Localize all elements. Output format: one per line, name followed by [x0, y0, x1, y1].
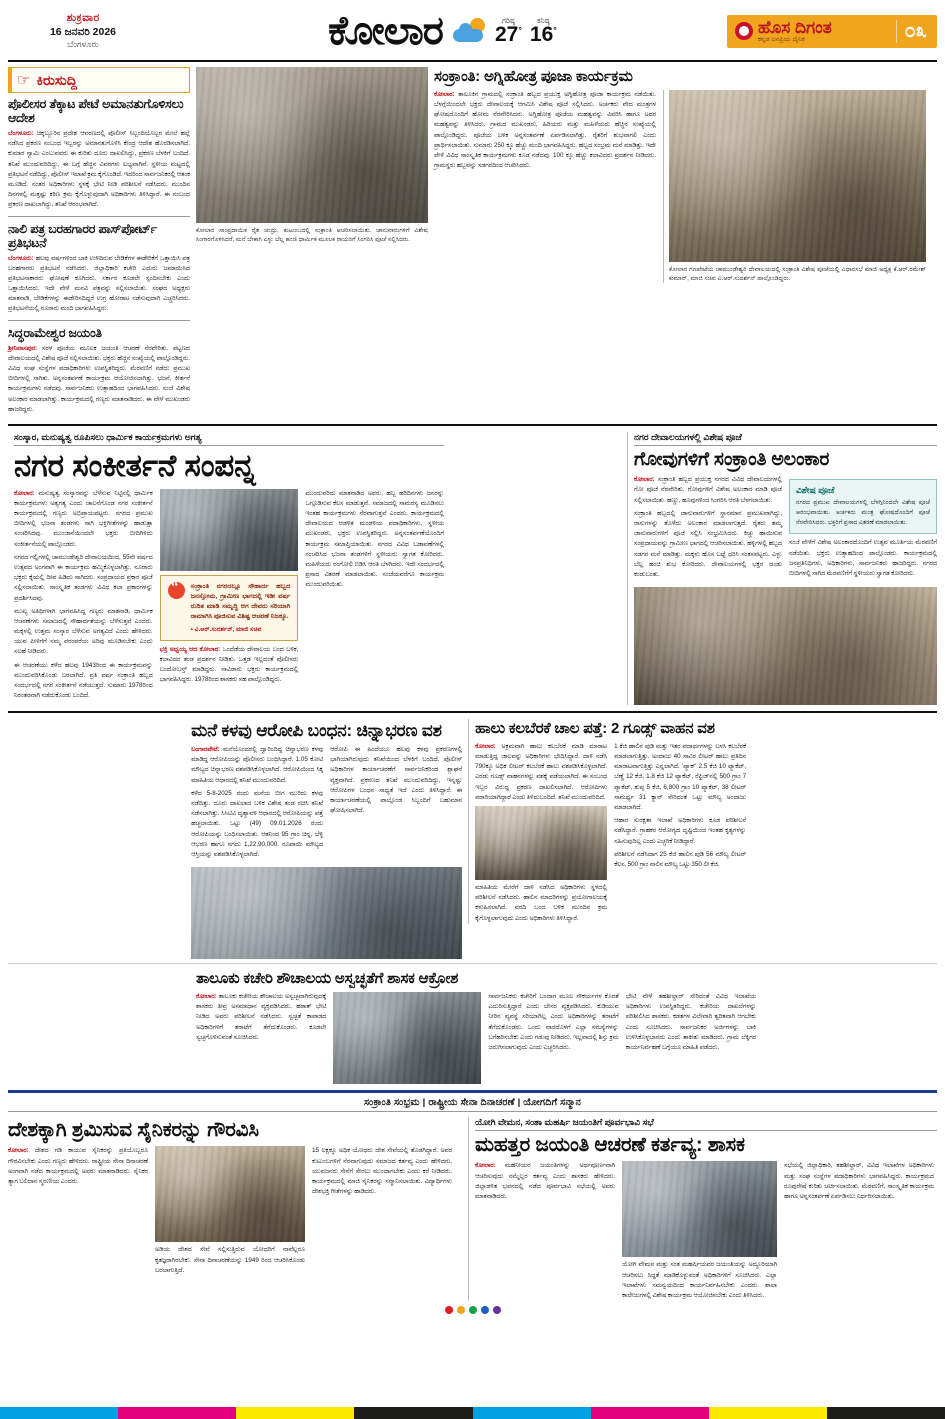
mid-right-body-2: ಮಾಹಿತಿಯ ಮೇರೆಗೆ ದಾಳಿ ನಡೆಸಿದ ಅಧಿಕಾರಿಗಳು ಸ್ಥಳದಲ್ಲಿ ಪರಿಶೀಲನೆ ನಡೆಸಿದರು. ಹಾಲಿನ ಮಾದರಿಗಳನ್ನು ಪ್ರಯೋಗಾಲಯಕ್ಕೆ ಕಳುಹಿಸಲಾಗಿದೆ. ವರದಿ ಬಂದ ಬಳಿಕ ಮುಂದಿನ ಕ್ರಮ ಕೈಗೊಳ್ಳಲಾಗುವುದು ಎಂದು ಅಧಿಕಾರಿಗಳು ತಿಳಿಸಿದ್ದಾರೆ. — [475, 884, 608, 922]
special-puja-body: ನಗರದ ಪ್ರಮುಖ ದೇವಾಲಯಗಳಲ್ಲಿ ಬೆಳಗ್ಗಿನಿಂದಲೇ ವಿಶೇಷ ಪೂಜೆ ಆರಂಭವಾಯಿತು. ಅರ್ಚಕರು ಮಂತ್ರ ಘೋಷದೊಂದಿಗೆ ಪೂಜೆ ನೆರವೇರಿಸಿದರು. ಭಕ್ತರಿಗೆ ಪ್ರಸಾದ ವಿತರಣೆ ಮಾಡಲಾಯಿತು. — [796, 499, 930, 527]
weather-min: ಕನಿಷ್ಠ 16° — [529, 15, 557, 47]
masthead-place: ಬೆಂಗಳೂರು — [67, 39, 99, 50]
left-column — [8, 67, 190, 418]
top-row — [8, 67, 937, 418]
bottom-right-lead: ಕೋಲಾರ: — [475, 1162, 496, 1170]
brand-icon — [735, 22, 753, 40]
photo-cow-decoration — [634, 587, 937, 705]
mid-right-body-4: ಆಹಾರ ಸುರಕ್ಷತಾ ಇಲಾಖೆ ಅಧಿಕಾರಿಗಳು ಕೂಡ ಪರಿಶೀಲನೆ ನಡೆಸಿದ್ದಾರೆ. ಗ್ರಾಹಕರ ಆರೋಗ್ಯದ ದೃಷ್ಟಿಯಿಂದ ಇಂತಹ ಕೃತ್ಯಗಳನ್ನು ಸಹಿಸುವುದಿಲ್ಲ ಎಂದು ಎಚ್ಚರಿಕೆ ನೀಡಿದ್ದಾರೆ. — [614, 817, 747, 845]
mid-left-body-2: ಕಳೆದ 5-8-2025 ರಂದು ಮನೆಯ ಬೀಗ ಮುರಿದು ಕಳವು ನಡೆದಿತ್ತು. ದೂರು ದಾಖಲಾದ ಬಳಿಕ ವಿಶೇಷ ತಂಡ ರಚಿಸಿ ತನಿಖೆ ನಡೆಸಲಾಗಿತ್ತು. ಸಿಸಿಟಿವಿ ದೃಶ್ಯಾವಳಿ ಆಧಾರದಲ್ಲಿ ಆರೋಪಿಯನ್ನು ಪತ್ತೆ ಹಚ್ಚಲಾಯಿತು. ಒಟ್ಟು (49) 09.01.2026 ರಂದು ಆರೋಪಿಯನ್ನು ಬಂಧಿಸಲಾಯಿತು. ಆತನಿಂದ 95 ಗ್ರಾಂ ಚಿನ್ನ, ಬೆಳ್ಳಿ ಆಭರಣ ಹಾಗೂ ನಗದು 1,22,90,000. ರೂಪಾಯಿ ಮೌಲ್ಯದ ಆಸ್ತಿಯನ್ನು ವಶಪಡಿಸಿಕೊಳ್ಳಲಾಗಿದೆ. — [191, 789, 324, 858]
footer-dots — [8, 1301, 937, 1316]
left-story2-lead: ಬೆಂಗಳೂರು: — [8, 254, 34, 262]
main-body-3: ಮುಖ್ಯ ಅತಿಥಿಗಳಾಗಿ ಭಾಗವಹಿಸಿದ್ದ ಗಣ್ಯರು ಮಾತನಾಡಿ, ಧಾರ್ಮಿಕ ಆಚರಣೆಗಳು ಸಮಾಜದಲ್ಲಿ ಸೌಹಾರ್ದತೆಯನ್ನು ಬೆಳೆಸುತ್ತವೆ ಎಂದರು. ಮಕ್ಕಳಲ್ಲಿ ಉತ್ತಮ ಸಂಸ್ಕಾರ ಬೆಳೆಸುವ ಅಗತ್ಯವಿದೆ ಎಂದು ಹೇಳಿದರು. ಯುವ ಪೀಳಿಗೆಗೆ ನಮ್ಮ ಪರಂಪರೆಯ ಅರಿವು ಮೂಡಿಸಬೇಕು ಎಂದು ಸಲಹೆ ನೀಡಿದರು. — [14, 607, 153, 656]
brand-logo — [735, 19, 832, 44]
photo-mla-inspection — [333, 992, 481, 1084]
left-story3-lead: ಶ್ರೀನಿವಾಸಪುರ: — [8, 344, 38, 352]
pull-quote-attribution: ▪ ವಿ.ಆರ್.ಸುದರ್ಶನ್, ಮಾಜಿ ಸಚಿವ — [190, 625, 262, 633]
brand-block — [727, 15, 937, 48]
bottom-mid-row — [8, 969, 937, 1084]
quote-icon — [168, 582, 185, 599]
masthead — [8, 6, 937, 62]
bottom-right-kicker: ಯೋಗಿ ವೇಮನ, ಸಂತಾ ಮಹರ್ಷಿ ಜಯಂತಿಗೆ ಪೂರ್ವಭಾವಿ ಸಭೆ — [475, 1117, 937, 1131]
bottom-right-body-2: ಯೋಗಿ ವೇಮನ ಮತ್ತು ಸಂತ ಮಹರ್ಷಿಯವರ ಜಯಂತಿಯನ್ನು ಅದ್ಧೂರಿಯಾಗಿ ಆಚರಿಸಲು ಸಿದ್ಧತೆ ಮಾಡಿಕೊಳ್ಳುವಂತೆ ಅಧಿಕಾರಿಗಳಿಗೆ ಸೂಚಿಸಿದರು. ಎಲ್ಲಾ ಇಲಾಖೆಗಳು ಸಮನ್ವಯದಿಂದ ಕಾರ್ಯನಿರ್ವಹಿಸಬೇಕು ಎಂದರು. ಶಾಲಾ ಕಾಲೇಜುಗಳಲ್ಲಿ ವಿಶೇಷ ಕಾರ್ಯಕ್ರಮ ಆಯೋಜಿಸಬೇಕು ಎಂದು ತಿಳಿಸಿದರು. — [622, 1261, 778, 1299]
mid-right-lead: ಕೋಲಾರ: — [475, 742, 496, 750]
mid-left-headline: ಮನೆ ಕಳವು ಆರೋಪಿ ಬಂಧನ: ಚಿನ್ನಾಭರಣ ವಶ — [191, 721, 442, 741]
mid-row — [8, 719, 937, 959]
kirusuddi-title: ಕಿರುಸುದ್ದಿ — [36, 71, 78, 88]
left-story2-headline: ನಾಲಿ ಪತ್ರ ಬರಹಗಾರರ ಪಾಸ್‌ಪೋರ್ಟ್ ಪ್ರತಿಭಟನೆ — [8, 221, 158, 250]
photo-jayanti-meeting — [622, 1161, 777, 1257]
brand-tagline: ಕನ್ನಡ ಜನಪ್ರಿಯ ದೈನಿಕ — [758, 35, 805, 43]
main-subhead: ಭಕ್ತಿ ಅಧ್ವಯ್ಯ ಆದ ಕೋಲಾರ: — [159, 645, 221, 653]
mid-right-footer: ಪರಿಶೀಲನೆ ನಡೆಸಿದಾಗ 25 ಕೆಜಿ ಹಾಲಿನ ಪುಡಿ 56 ಮೌಲ್ಯ ಲೀಟರ್ ಕೆಲಸ, 500 ಗ್ರಾಂ ನಾಲಿನ ಮೌಲ್ಯ ಒಟ್ಟು 350 ಲೀ ಕೆಜಿ. — [614, 850, 747, 868]
right-column — [627, 432, 937, 705]
main-body-5: ಒಂದೆಡೆಯ ದೇವಾಲಯ ಬಂದ ಬಳಿಕ, ಕಲಾವಿದರ ತಂಡ ಪ್ರದರ್ಶನ ನೀಡಿತು. ಒತ್ತಡ ಇಲ್ಲದಂತೆ ಪೊಲೀಸರು ಬಂದೋಬಸ್ತ್ ಮಾಡಿದ್ದರು. ಸಾವಿರಾರು ಭಕ್ತರು ಕಾರ್ಯಕ್ರಮದಲ್ಲಿ ಭಾಗವಹಿಸಿದ್ದರು. 1978ರಿಂದ ಶಾಸಕರು ಸಹ ಪಾಲ್ಗೊಂಡಿದ್ದರು. — [159, 645, 299, 684]
right-body-1: ಸಂಕ್ರಾಂತಿ ಹಬ್ಬದ ಪ್ರಯುಕ್ತ ನಗರದ ವಿವಿಧ ದೇವಾಲಯಗಳಲ್ಲಿ ಗೋ ಪೂಜೆ ನೆರವೇರಿತು. ಗೋವುಗಳಿಗೆ ವಿಶೇಷ ಅಲಂಕಾರ ಮಾಡಿ ಪೂಜೆ ಸಲ್ಲಿಸಲಾಯಿತು. ಹಣ್ಣು, ಹೂವುಗಳಿಂದ ಸಿಂಗರಿಸಿ ಆರತಿ ಬೆಳಗಲಾಯಿತು. — [634, 476, 782, 504]
special-puja-title: ವಿಶೇಷ ಪೂಜೆ — [796, 485, 835, 496]
special-puja-box — [789, 479, 937, 534]
masthead-date-block — [8, 12, 158, 50]
right-body-3: ಸಂಜೆ ವೇಳೆಗೆ ವಿಶೇಷ ಅಲಂಕಾರದೊಂದಿಗೆ ಉತ್ಸವ ಮೂರ್ತಿಯ ಮೆರವಣಿಗೆ ನಡೆಯಿತು. ಭಕ್ತರು ಉತ್ಸಾಹದಿಂದ ಪಾಲ್ಗೊಂಡರು. ಕಾರ್ಯಕ್ರಮದಲ್ಲಿ ಜನಪ್ರತಿನಿಧಿಗಳು, ಅಧಿಕಾರಿಗಳು, ಸಾರ್ವಜನಿಕರು ಹಾಜರಿದ್ದರು. ನಗರದ ಬೀದಿಗಳಲ್ಲಿ ಸಾಗಿದ ಮೆರವಣಿಗೆಗೆ ಸ್ಥಳೀಯರು ಸ್ವಾಗತ ಕೋರಿದರು. — [789, 539, 937, 577]
weather-widget — [453, 17, 557, 46]
bottom-row — [8, 1117, 937, 1301]
dot-green-icon — [469, 1306, 477, 1314]
photo-police-award — [191, 867, 462, 959]
pull-quote — [160, 575, 299, 641]
bottom-right-body-1: ಮಹನೀಯರ ಜಯಂತಿಗಳನ್ನು ಅರ್ಥಪೂರ್ಣವಾಗಿ ಆಚರಿಸುವುದು ನಮ್ಮೆಲ್ಲರ ಕರ್ತವ್ಯ ಎಂದು ಶಾಸಕರು ಹೇಳಿದರು. ಜಿಲ್ಲಾಡಳಿತ ಭವನದಲ್ಲಿ ನಡೆದ ಪೂರ್ವಭಾವಿ ಸಭೆಯಲ್ಲಿ ಅವರು ಮಾತನಾಡಿದರು. — [475, 1162, 616, 1200]
main-body-2: ನಗರದ ಗಲ್ಲಿಗಳಲ್ಲಿ ಚಾಮುಂಡೇಶ್ವರಿ ದೇವಾಲಯದಿಂದ, 55ನೇ ವರ್ಷದ ಉತ್ಸವದ ಅಂಗವಾಗಿ ಈ ಕಾರ್ಯಕ್ರಮ ಹಮ್ಮಿಕೊಳ್ಳಲಾಗಿತ್ತು. ನೂರಾರು ಭಕ್ತರು ಕೈಯಲ್ಲಿ ದೀಪ ಹಿಡಿದು ಸಾಗಿದರು. ಸಂಪ್ರದಾಯದ ಪ್ರಕಾರ ಪೂಜೆ ಸಲ್ಲಿಸಲಾಯಿತು. ಸಾಂಸ್ಕೃತಿಕ ತಂಡಗಳು ವಿವಿಧ ಕಲಾ ಪ್ರಕಾರಗಳನ್ನು ಪ್ರದರ್ಶಿಸಿದವು. — [14, 553, 153, 602]
bottom-left-body-2: ಅಡಿಯ ದೇಶದ ಸೇವೆ ಸಲ್ಲಿಸುತ್ತಿರುವ ಯೋಧರಿಗೆ ನಾವೆಲ್ಲರೂ ಕೃತಜ್ಞರಾಗಿರಬೇಕು. ಸೇನಾ ದಿನಾಚರಣೆಯನ್ನು 1949 ರಿಂದ ಆಚರಿಸಿಕೊಂಡು ಬರಲಾಗುತ್ತಿದೆ. — [155, 1246, 305, 1274]
left-story2-body: ಬೆಂಗಳೂರು: ಹಲವು ವರ್ಷಗಳಿಂದ ಬಾಕಿ ಉಳಿದಿರುವ ಬೇಡಿಕೆಗಳ ಈಡೇರಿಕೆಗೆ ಒತ್ತಾಯಿಸಿ ಪತ್ರ ಬರಹಗಾರರು ಪ್ರತಿಭಟನೆ ನಡೆಸಿದರು. ಜಿಲ್ಲಾಧಿಕಾರಿ ಕಚೇರಿ ಎದುರು ಜಮಾಯಿಸಿದ ಪ್ರತಿಭಟನಾಕಾರರು ಘೋಷಣೆ ಕೂಗಿದರು. ಸರ್ಕಾರ ಕೂಡಲೇ ಸ್ಪಂದಿಸಬೇಕು ಎಂದು ಒತ್ತಾಯಿಸಿದರು. ಇದೇ ವೇಳೆ ಮನವಿ ಪತ್ರವನ್ನು ಸಲ್ಲಿಸಲಾಯಿತು. ಸಂಘದ ಅಧ್ಯಕ್ಷರು ಮಾತನಾಡಿ, ಬೇಡಿಕೆಗಳನ್ನು ಈಡೇರಿಸದಿದ್ದರೆ ಉಗ್ರ ಹೋರಾಟ ನಡೆಸುವುದಾಗಿ ಎಚ್ಚರಿಸಿದರು. ಪ್ರತಿಭಟನೆಯಲ್ಲಿ ನೂರಾರು ಮಂದಿ ಭಾಗವಹಿಸಿದ್ದರು. — [8, 254, 191, 313]
masthead-date: 16 ಜನವರಿ 2026 — [49, 26, 117, 38]
pull-quote-text: ಸಂಕ್ರಾಂತಿ ನಗರದಲ್ಲೂ ಸೌಹಾರ್ದ ಹಬ್ಬದ ಜನಸ್ತೋಮ, ಗ್ರಾಮೀಣ ಭಾಗದಲ್ಲಿ ಇಡೀ ವರ್ಷ ರುದಿತ ಮಾಡಿ ಸಮೃದ್ಧಿ ಆಗ ದೇವರು ಸರಿಯಾಗಿ ರಾಮಾಗಿಸಿ ಪೂಜಿಸುವ ವಿಶಿಷ್ಟ ಆಚರಣೆ ನಿಜಕ್ಕೂ. — [190, 582, 291, 621]
bottom-mid-body-2: ಸಾರ್ವಜನಿಕರು ಕಚೇರಿಗೆ ಬಂದಾಗ ಮೂಲ ಸೌಕರ್ಯಗಳ ಕೊರತೆ ಎದುರಿಸುತ್ತಿದ್ದಾರೆ ಎಂದು ಬೇಸರ ವ್ಯಕ್ತಪಡಿಸಿದರು. ಕುಡಿಯುವ ನೀರಿನ ವ್ಯವಸ್ಥೆ ಸರಿಯಾಗಿಲ್ಲ ಎಂದು ಅಧಿಕಾರಿಗಳನ್ನು ತರಾಟೆಗೆ ತೆಗೆದುಕೊಂಡರು. ಒಂದು ವಾರದೊಳಗೆ ಎಲ್ಲಾ ಸಮಸ್ಯೆಗಳನ್ನು ಬಗೆಹರಿಸಬೇಕು ಎಂದು ಗಡುವು ನೀಡಿದರು. ಇಲ್ಲವಾದಲ್ಲಿ ಶಿಸ್ತು ಕ್ರಮ ಜರುಗಿಸಲಾಗುವುದು ಎಂದು ಎಚ್ಚರಿಸಿದರು. — [488, 992, 619, 1051]
mid-left-story — [191, 719, 462, 959]
left-story3-body: ಶ್ರೀನಿವಾಸಪುರ: ಸರಳ ಪೂಜೆಯ ಮೂಲಕ ಜಯಂತಿ ಆಚರಣೆ ನೆರವೇರಿತು. ಪಟ್ಟಣದ ದೇವಾಲಯದಲ್ಲಿ ವಿಶೇಷ ಪೂಜೆ ಸಲ್ಲಿಸಲಾಯಿತು. ಭಕ್ತರು ಹೆಚ್ಚಿನ ಸಂಖ್ಯೆಯಲ್ಲಿ ಪಾಲ್ಗೊಂಡಿದ್ದರು. ವಿವಿಧ ಸಂಘ ಸಂಸ್ಥೆಗಳ ಪದಾಧಿಕಾರಿಗಳು ಉಪಸ್ಥಿತರಿದ್ದರು. ಮೆರವಣಿಗೆ ನಡೆದು ಪ್ರಮುಖ ಬೀದಿಗಳಲ್ಲಿ ಸಾಗಿತು. ಅನ್ನಸಂತರ್ಪಣೆ ಕಾರ್ಯಕ್ರಮ ಆಯೋಜಿಸಲಾಗಿತ್ತು. ಭಜನೆ, ಕೀರ್ತನೆ ಕಾರ್ಯಕ್ರಮಗಳು ನಡೆದವು. ಸಾರ್ವಜನಿಕರು ಉತ್ಸಾಹದಿಂದ ಭಾಗವಹಿಸಿದರು. ಸಂಜೆ ವಿಶೇಷ ಅಲಂಕಾರ ಮಾಡಲಾಗಿತ್ತು. ಕಾರ್ಯಕ್ರಮದಲ್ಲಿ ಗಣ್ಯರು ಮಾತನಾಡಿದರು. ಈ ವೇಳೆ ಮುಖಂಡರು ಹಾಜರಿದ್ದರು. — [8, 344, 191, 413]
page-title: ಕೋಲಾರ — [328, 9, 443, 53]
top-right-body: ಕೋಲಾರ: ತಾಲೂಕಿನ ಗ್ರಾಮದಲ್ಲಿ ಸಂಕ್ರಾಂತಿ ಹಬ್ಬದ ಪ್ರಯುಕ್ತ ಅಗ್ನಿಹೋತ್ರ ಪೂಜಾ ಕಾರ್ಯಕ್ರಮ ನಡೆಯಿತು. ಬೆಳಗ್ಗೆಯಿಂದಲೇ ಭಕ್ತರು ದೇವಾಲಯಕ್ಕೆ ಆಗಮಿಸಿ ವಿಶೇಷ ಪೂಜೆ ಸಲ್ಲಿಸಿದರು. ಅರ್ಚಕರು ವೇದ ಮಂತ್ರಗಳ ಘೋಷದೊಂದಿಗೆ ಹೋಮ ನೆರವೇರಿಸಿದರು. ಅಗ್ನಿಹೋತ್ರ ಪೂಜೆಯ ಮಹತ್ವವನ್ನು ವಿವರಿಸಿ ಹಾಗೂ ಅದರ ಮಹತ್ವವನ್ನು ತಿಳಿಸಿದರು. ಗ್ರಾಮದ ಮುಖಂಡರು, ಹಿರಿಯರು ಮತ್ತು ಮಹಿಳೆಯರು ಹೆಚ್ಚಿನ ಸಂಖ್ಯೆಯಲ್ಲಿ ಪಾಲ್ಗೊಂಡಿದ್ದರು. ಪೂಜೆಯ ಬಳಿಕ ಅನ್ನಸಂತರ್ಪಣೆ ಏರ್ಪಡಿಸಲಾಗಿತ್ತು. ರೈತರಿಗೆ ಶುಭವಾಗಲಿ ಎಂದು ಪ್ರಾರ್ಥಿಸಲಾಯಿತು. ಸುಮಾರು 250 ಕ್ಕೂ ಹೆಚ್ಚು ಮಂದಿ ಭಾಗವಹಿಸಿದ್ದರು. ಹಬ್ಬದ ಸಂಭ್ರಮ ಮನೆ ಮಾಡಿತ್ತು. ಇದೇ ವೇಳೆ ವಿವಿಧ ಸಾಂಸ್ಕೃತಿಕ ಕಾರ್ಯಕ್ರಮಗಳು ಕೂಡ ನಡೆದವು. 100 ಕ್ಕೂ ಹೆಚ್ಚು ಕಲಾವಿದರು ಪ್ರದರ್ಶನ ನೀಡಿದರು. ಗ್ರಾಮಸ್ಥರು ಹಬ್ಬವನ್ನು ಸಡಗರದಿಂದ ಆಚರಿಸಿದರು. — [434, 90, 656, 170]
weather-max-value: 27 — [494, 23, 519, 47]
right-body-2: ಸಂಕ್ರಾಂತಿ ಹಬ್ಬದಲ್ಲಿ ಜಾನುವಾರುಗಳಿಗೆ ಸ್ಥಾನಮಾನ ಪ್ರಮುಖವಾಗಿದ್ದು, ರಾಸುಗಳನ್ನು ತೊಳೆದು ಅಲಂಕಾರ ಮಾಡಲಾಗುತ್ತದೆ. ರೈತರು ತಮ್ಮ ಜಾನುವಾರುಗಳಿಗೆ ಪೂಜೆ ಸಲ್ಲಿಸಿ ಸಂಭ್ರಮಿಸಿದರು. ಕಿಚ್ಚು ಹಾಯಿಸುವ ಸಂಪ್ರದಾಯವನ್ನು ಗ್ರಾಮೀಣ ಭಾಗದಲ್ಲಿ ಆಚರಿಸಲಾಯಿತು. ಹಳ್ಳಿಗಳಲ್ಲಿ ಹಬ್ಬದ ಸಡಗರ ಮನೆ ಮಾಡಿತ್ತು. ಮಕ್ಕಳು ಹೊಸ ಬಟ್ಟೆ ಧರಿಸಿ ಸಂತಸಪಟ್ಟರು. ಎಳ್ಳು ಬೆಲ್ಲ ಹಂಚಿ ಶುಭ ಕೋರಿದರು. ದೇವಾಲಯಗಳಲ್ಲಿ ಭಕ್ತರ ದಂಡು ಕಂಡುಬಂತು. — [634, 509, 782, 578]
mid-right-body-1: ಅಕ್ರಮವಾಗಿ ಹಾಲು ಕಲಬೆರಕೆ ಮಾಡಿ ಮಾರಾಟ ಮಾಡುತ್ತಿದ್ದ ಜಾಲವನ್ನು ಅಧಿಕಾರಿಗಳು ಭೇದಿಸಿದ್ದಾರೆ. ದಾಳಿ ನಡೆಸಿ 790ಕ್ಕೂ ಅಧಿಕ ಲೀಟರ್ ಕಲಬೆರಕೆ ಹಾಲು ವಶಪಡಿಸಿಕೊಳ್ಳಲಾಗಿದೆ. ಎರಡು ಗೂಡ್ಸ್ ವಾಹನಗಳನ್ನು ವಶಕ್ಕೆ ಪಡೆಯಲಾಗಿದೆ. ಈ ಸಂಬಂಧ ಇಬ್ಬರ ವಿರುದ್ಧ ಪ್ರಕರಣ ದಾಖಲಿಸಲಾಗಿದೆ. ಆರೋಪಿಗಳು ಪರಾರಿಯಾಗಿದ್ದಾರೆ ಎಂದು ತಿಳಿದುಬಂದಿದೆ. ತನಿಖೆ ಮುಂದುವರಿದಿದೆ. — [475, 742, 608, 801]
section-banner — [8, 1090, 937, 1112]
bottom-right-story — [468, 1117, 937, 1301]
banner-items: ಸಂಕ್ರಾಂತಿ ಸಂಭ್ರಮ | ರಾಷ್ಟ್ರೀಯ ಸೇನಾ ದಿನಾಚರಣೆ | ಯೋಗದಿಗೆ ಸನ್ಮಾನ — [364, 1096, 581, 1108]
masthead-center — [328, 11, 557, 51]
left-story3-headline: ಸಿದ್ಧರಾಮೇಶ್ವರ ಜಯಂತಿ — [8, 325, 102, 340]
right-headline: ಗೋವುಗಳಿಗೆ ಸಂಕ್ರಾಂತಿ ಅಲಂಕಾರ — [634, 448, 830, 470]
top-center-block — [196, 67, 428, 418]
mid-right-headline: ಹಾಲು ಕಲಬೆರಕೆ ಚಾಲ ಪತ್ತೆ: 2 ಗೂಡ್ಸ್ ವಾಹನ ವಶ — [475, 720, 715, 738]
left-story1-headline: ಪೊಲೀಸರ ತೆಕ್ಕಾಟ ಪೇಟೆ ಅಮಾನತುಗೊಳಿಸಲು ಆದೇಶ — [8, 97, 184, 125]
mid-left-lead: ಬಂಗಾರಪೇಟೆ: — [191, 746, 220, 754]
bottom-mid-body-1: ತಾಲೂಕು ಕಚೇರಿಯ ಶೌಚಾಲಯ ಅಸ್ವಚ್ಛವಾಗಿರುವುದಕ್ಕೆ ಶಾಸಕರು ತೀವ್ರ ಅಸಮಾಧಾನ ವ್ಯಕ್ತಪಡಿಸಿದರು. ಹಠಾತ್ ಭೇಟಿ ನೀಡಿದ ಅವರು ಪರಿಶೀಲನೆ ನಡೆಸಿದರು. ಸ್ವಚ್ಛತೆ ಕಾಪಾಡದ ಅಧಿಕಾರಿಗಳಿಗೆ ತರಾಟೆಗೆ ತೆಗೆದುಕೊಂಡರು. ಕೂಡಲೇ ಸ್ವಚ್ಛಗೊಳಿಸುವಂತೆ ಸೂಚಿಸಿದರು. — [196, 992, 327, 1041]
photo-sankranti-family — [196, 67, 428, 223]
main-kicker: ಸಂಸ್ಕಾರ, ಮನುಷ್ಯತ್ವ ರೂಪಿಸಲು ಧಾರ್ಮಿಕ ಕಾರ್ಯಕ್ರಮಗಳು ಅಗತ್ಯ — [14, 432, 444, 446]
bottom-mid-lead: ಕೋಲಾರ: — [196, 992, 217, 1000]
right-lead: ಕೋಲಾರ: — [634, 476, 655, 484]
mid-left-body-3: ಆರೋಪಿ ಈ ಹಿಂದೆಯೂ ಹಲವು ಕಳವು ಪ್ರಕರಣಗಳಲ್ಲಿ ಭಾಗಿಯಾಗಿರುವುದು ತನಿಖೆಯಿಂದ ಬೆಳಕಿಗೆ ಬಂದಿದೆ. ಪೊಲೀಸ್ ಅಧಿಕಾರಿಗಳ ಕಾರ್ಯಾಚರಣೆಗೆ ಸಾರ್ವಜನಿಕರಿಂದ ಶ್ಲಾಘನೆ ವ್ಯಕ್ತವಾಗಿದೆ. ಪ್ರಕರಣದ ತನಿಖೆ ಮುಂದುವರಿದಿದ್ದು, ಇನ್ನಷ್ಟು ಆರೋಪಿಗಳ ಬಂಧನ ಸಾಧ್ಯತೆ ಇದೆ ಎಂದು ತಿಳಿಸಿದ್ದಾರೆ. ಈ ಕಾರ್ಯಾಚರಣೆಯಲ್ಲಿ ಪಾಲ್ಗೊಂಡ ಸಿಬ್ಬಂದಿಗೆ ಬಹುಮಾನ ಘೋಷಿಸಲಾಗಿದೆ. — [330, 746, 463, 815]
top-right-headline: ಸಂಕ್ರಾಂತಿ: ಅಗ್ನಿಹೋತ್ರ ಪೂಜಾ ಕಾರ್ಯಕ್ರಮ — [434, 68, 633, 85]
main-story — [14, 432, 444, 704]
top-right-lead: ಕೋಲಾರ: — [434, 90, 455, 98]
kirusuddi-header — [8, 67, 190, 93]
mid-right-story — [468, 719, 746, 924]
main-row — [8, 432, 937, 705]
weather-min-value: 16 — [529, 23, 554, 47]
bottom-right-headline: ಮಹತ್ತರ ಜಯಂತಿ ಆಚರಣೆ ಕರ್ತವ್ಯ: ಶಾಸಕ — [475, 1133, 745, 1156]
top-right-block — [434, 67, 926, 418]
mid-left-body-1: ಮನೆಯೊಂದರಲ್ಲಿ ದ್ವಾರಿಂದಿದ್ದ ಚಿನ್ನಾಭರಣ ಕಳವು ಮಾಡಿದ್ದ ಆರೋಪಿಯನ್ನು ಪೊಲೀಸರು ಬಂಧಿಸಿದ್ದಾರೆ. 1.05 ಕೋಟಿ ಮೌಲ್ಯದ ಚಿನ್ನಾಭರಣ ವಶಪಡಿಸಿಕೊಳ್ಳಲಾಗಿದೆ. ಆರೋಪಿಯಿಂದ ಸಿಕ್ಕ ಮಾಹಿತಿಯ ಆಧಾರದಲ್ಲಿ ತನಿಖೆ ಮುಂದುವರಿದಿದೆ. — [191, 746, 324, 784]
dot-purple-icon — [493, 1306, 501, 1314]
bottom-left-story — [8, 1117, 462, 1276]
color-calibration-bar — [0, 1407, 945, 1419]
left-story1-lead: ಬೆಂಗಳೂರು: — [8, 130, 34, 137]
photo-army-day — [155, 1146, 305, 1242]
main-body-1: ಮನುಷ್ಯತ್ವ ಸಂಸ್ಕಾರವನ್ನು ಬೆಳೆಸುವ ನಿಟ್ಟಿನಲ್ಲಿ ಧಾರ್ಮಿಕ ಕಾರ್ಯಕ್ರಮಗಳು ಅತ್ಯಗತ್ಯ ಎಂದು ಚಾಲನೆಗೊಂಡ ನಗರ ಸಂಕೀರ್ತನೆ ಕಾರ್ಯಕ್ರಮದಲ್ಲಿ ಗಣ್ಯರು ಅಭಿಪ್ರಾಯಪಟ್ಟರು. ನಗರದ ಪ್ರಮುಖ ಬೀದಿಗಳಲ್ಲಿ ಭಜನಾ ತಂಡಗಳು ಸಾಗಿ ಭಕ್ತಿಗೀತೆಗಳನ್ನು ಹಾಡುತ್ತಾ ಸಂಚರಿಸಿದವು. ಮುಂಜಾನೆಯಿಂದಲೇ ಭಕ್ತರು ಬೀದಿಗಿಳಿದು ಸಂಕೀರ್ತನೆಯಲ್ಲಿ ಪಾಲ್ಗೊಂಡರು. — [14, 489, 153, 548]
top-right-caption: ಕೋಲಾರ ಗಣಪೇಟೆಯ ಚಾಮುಂಡೇಶ್ವರಿ ದೇವಾಲಯದಲ್ಲಿ ಸಂಕ್ರಾಂತಿ ವಿಶೇಷ ಪೂಜೆಯಲ್ಲಿ ವಿಧಾನಸಭೆ ಮಾಜಿ ಅಧ್ಯಕ್ಷ ಕೆ.ಆರ್.ರಮೇಶ್ ಕುಮಾರ್, ಮಾಜಿ ಸಚಿವ ವಿ.ಆರ್.ಸುದರ್ಶನ್ ಪಾಲ್ಗೊಂಡಿದ್ದರು. — [669, 265, 926, 283]
masthead-day: ಶುಕ್ರವಾರ — [66, 12, 100, 25]
main-body-4: ಈ ಆಚರಣೆಯು ಕಳೆದ ಹಲವು 1943ರಿಂದ ಈ ಕಾರ್ಯಕ್ರಮವನ್ನು ಮುಂದುವರಿಸಿಕೊಂಡು ಬರಲಾಗಿದೆ. ಪ್ರತಿ ವರ್ಷ ಸಂಕ್ರಾಂತಿ ಹಬ್ಬದ ಸಂದರ್ಭದಲ್ಲಿ ನಗರ ಸಂಕೀರ್ತನೆ ನಡೆಯುತ್ತದೆ. ಸುಮಾರು 1978ರಿಂದ ನಿರಂತರವಾಗಿ ನಡೆದುಕೊಂಡು ಬಂದಿದೆ. — [14, 661, 153, 700]
dot-blue-icon — [481, 1306, 489, 1314]
sun-cloud-icon — [453, 18, 487, 44]
bottom-left-lead: ಕೋಲಾರ: — [8, 1147, 29, 1155]
main-body-6: ಮುಂದುವರಿದು ಮಾತನಾಡಿದ ಅವರು, ಹಬ್ಬ ಹರಿದಿನಗಳು ಜನರನ್ನು ಒಗ್ಗೂಡಿಸುವ ಕೆಲಸ ಮಾಡುತ್ತವೆ. ಸಮಾಜದಲ್ಲಿ ಸಾಮರಸ್ಯ ಮೂಡಿಸಲು ಇಂತಹ ಕಾರ್ಯಕ್ರಮಗಳು ನೆರವಾಗುತ್ತವೆ ಎಂದರು. ಕಾರ್ಯಕ್ರಮದಲ್ಲಿ ದೇವಾಲಯದ ಆಡಳಿತ ಮಂಡಳಿಯ ಪದಾಧಿಕಾರಿಗಳು, ಸ್ಥಳೀಯ ಮುಖಂಡರು, ಭಕ್ತರು ಉಪಸ್ಥಿತರಿದ್ದರು. ಅನ್ನಸಂತರ್ಪಣೆಯೊಂದಿಗೆ ಕಾರ್ಯಕ್ರಮ ಸಮಾಪ್ತಿಯಾಯಿತು. ನಗರದ ವಿವಿಧ ಬಡಾವಣೆಗಳಲ್ಲಿ ಸಂಚರಿಸಿದ ಭಜನಾ ತಂಡಗಳಿಗೆ ಸ್ಥಳೀಯರು ಸ್ವಾಗತ ಕೋರಿದರು. ಮಹಿಳೆಯರು ರಂಗೋಲಿ ಬಿಡಿಸಿ ಆರತಿ ಬೆಳಗಿದರು. ಇದೇ ಸಂದರ್ಭದಲ್ಲಿ ಪ್ರಸಾದ ವಿತರಣೆ ಮಾಡಲಾಯಿತು. ಸಂಜೆಯವರೆಗೂ ಕಾರ್ಯಕ್ರಮ ಮುಂದುವರಿಯಿತು. — [305, 489, 445, 589]
bottom-mid-headline: ತಾಲೂಕು ಕಚೇರಿ ಶೌಚಾಲಯ ಅಸ್ವಚ್ಛತೆಗೆ ಶಾಸಕ ಆಕ್ರೋಶ — [196, 970, 459, 988]
bottom-left-headline: ದೇಶಕ್ಕಾಗಿ ಶ್ರಮಿಸುವ ಸೈನಿಕರನ್ನು ಗೌರವಿಸಿ — [8, 1118, 259, 1141]
bottom-left-body-3: 15 ಲಕ್ಷಕ್ಕೂ ಅಧಿಕ ಯೋಧರು ದೇಶ ಸೇವೆಯಲ್ಲಿ ತೊಡಗಿದ್ದಾರೆ. ಅವರ ಕುಟುಂಬಗಳಿಗೆ ನೆರವಾಗುವುದು ಸಮಾಜದ ಕರ್ತವ್ಯ ಎಂದು ಹೇಳಿದರು. ಯುವಜನರು ಸೇನೆಗೆ ಸೇರಲು ಮುಂದಾಗಬೇಕು ಎಂದು ಕರೆ ನೀಡಿದರು. ಕಾರ್ಯಕ್ರಮದಲ್ಲಿ ಮಾಜಿ ಸೈನಿಕರನ್ನು ಸನ್ಮಾನಿಸಲಾಯಿತು. ವಿದ್ಯಾರ್ಥಿಗಳು ದೇಶಭಕ್ತಿ ಗೀತೆಗಳನ್ನು ಹಾಡಿದರು. — [312, 1147, 452, 1196]
bottom-mid-story — [196, 969, 756, 1084]
main-lead: ಕೋಲಾರ: — [14, 489, 35, 497]
dot-yellow-icon — [457, 1306, 465, 1314]
mid-right-body-3: 1 ಕೆಜಿ ಹಾಲಿನ ಪುಡಿ ಮತ್ತು ಇತರ ಪದಾರ್ಥಗಳನ್ನು ಬಳಸಿ ಕಲಬೆರಕೆ ಮಾಡಲಾಗುತ್ತಿತ್ತು. ಅಂದಾಜು 40 ಸಾವಿರ ಲೀಟರ್ ಹಾಲು ಪ್ರತಿದಿನ ಮಾರಾಟವಾಗುತ್ತಿತ್ತು ಎನ್ನಲಾಗಿದೆ. 'ಪ್ಯಾಕ್' 2.5 ಕೆಜಿ 10 ಪ್ಯಾಕೆಟ್, ಬೆಣ್ಣೆ 12 ಕೆಜಿ, 1.8 ಕೆಜಿ 12 ಪ್ಯಾಕೆಟ್, ರೆಫ್ರಿಜ್‌ನಲ್ಲಿ 500 ಗ್ರಾಂ 7 ಪ್ಯಾಕೆಟ್, ತುಪ್ಪ 5 ಕೆಜಿ, 6,800 ಗ್ರಾಂ 10 ಪ್ಯಾಕೆಟ್, 38 ಲೀಟರ್ ಸಾಮರ್ಥ್ಯ 31 ಕ್ಯಾನ್ ಸೇರಿದಂತೆ ಒಟ್ಟು ಮೌಲ್ಯ ಅಂದಾಜು ಮಾಡಲಾಗಿದೆ. — [614, 742, 747, 811]
top-center-caption: ಕೋಲಾರ ಸಾಂಪ್ರದಾಯಿಕ ರೈತ ಚಂದ್ರು, ಕುಟುಂಬದಲ್ಲಿ ಸಂಕ್ರಾಂತಿ ಆಚರಿಸಲಾಯಿತು. ಜಾನುವಾರುಗಳಿಗೆ ವಿಶೇಷ ಸಿಂಗಾರಗೊಳಿಸಿದರೆ, ಮನೆ ಬೇಕಾಗಿ ಎಳ್ಳು ಬೆಲ್ಲ ಹಂಚಿ ಧಾರ್ಮಿಕ ಮೂಲಕ ರಾಯರಿಗೆ ಸಿಂಗರಿಸಿ ಪೂಜೆ ಸಲ್ಲಿಸಿದರು. — [196, 227, 428, 244]
bottom-right-body-3: ಸಭೆಯಲ್ಲಿ ಜಿಲ್ಲಾಧಿಕಾರಿ, ತಹಶೀಲ್ದಾರ್, ವಿವಿಧ ಇಲಾಖೆಗಳ ಅಧಿಕಾರಿಗಳು ಮತ್ತು ಸಂಘ ಸಂಸ್ಥೆಗಳ ಪದಾಧಿಕಾರಿಗಳು ಭಾಗವಹಿಸಿದ್ದರು. ಕಾರ್ಯಕ್ರಮದ ರೂಪುರೇಷೆ ಕುರಿತು ಚರ್ಚಿಸಲಾಯಿತು. ಮೆರವಣಿಗೆ, ಸಾಂಸ್ಕೃತಿಕ ಕಾರ್ಯಕ್ರಮ ಹಾಗೂ ಅನ್ನಸಂತರ್ಪಣೆ ಏರ್ಪಡಿಸಲು ನಿರ್ಧರಿಸಲಾಯಿತು. — [784, 1162, 935, 1200]
photo-milk-cans — [475, 806, 607, 880]
brand-name: ಹೊಸ ದಿಗಂತ — [758, 17, 832, 37]
photo-nagara-sankirtane — [160, 489, 299, 571]
pointing-hand-icon: ☞ — [17, 72, 31, 89]
weather-max: ಗರಿಷ್ಠ 27° — [494, 15, 522, 47]
right-kicker: ನಗರ ದೇವಾಲಯಗಳಲ್ಲಿ ವಿಶೇಷ ಪೂಜೆ — [634, 432, 937, 446]
bottom-mid-body-3: ಭೇಟಿ ವೇಳೆ ತಹಶೀಲ್ದಾರ್ ಸೇರಿದಂತೆ ವಿವಿಧ ಇಲಾಖೆಯ ಅಧಿಕಾರಿಗಳು ಉಪಸ್ಥಿತರಿದ್ದರು. ಕಚೇರಿಯ ದಾಖಲೆಗಳನ್ನು ಪರಿಶೀಲಿಸಿದ ಶಾಸಕರು, ಕಡತಗಳ ವಿಲೇವಾರಿ ತ್ವರಿತವಾಗಿ ಆಗಬೇಕು ಎಂದು ಸೂಚಿಸಿದರು. ಸಾರ್ವಜನಿಕರ ಅರ್ಜಿಗಳನ್ನು ಬಾಕಿ ಉಳಿಸಿಕೊಳ್ಳಬಾರದು ಎಂದು ತಾಕೀತು ಮಾಡಿದರು. ಗ್ರಾಮ ಲೆಕ್ಕಿಗರ ಕಾರ್ಯನಿರ್ವಹಣೆ ಬಗ್ಗೆಯೂ ಮಾಹಿತಿ ಪಡೆದರು. — [625, 992, 757, 1051]
left-story1-body: ಬೆಂಗಳೂರು: ಚಿಕ್ಕಬ್ಬೂರಿನ ಪ್ರದೇಶ ಆವರಣದಲ್ಲಿ ಪೊಲೀಸ್ ಸಿಬ್ಬಂದಿಯೊಬ್ಬರ ಮೇಲೆ ಹಲ್ಲೆ ನಡೆಸಿದ ಪ್ರಕರಣ ಸಂಬಂಧ ಇಬ್ಬರನ್ನು ಅಮಾನತುಗೊಳಿಸಿ ಕೇಂದ್ರ ಆದೇಶ ಹೊರಡಿಸಲಾಗಿದೆ. ಕುಮಾರ ಸ್ವಾಮಿ ಎಂಬುವವರು ಈ ಕುರಿತು ದೂರು ದಾಖಲಿಸಿದ್ದು, ಪ್ರಕರಣ ಬೆಳಕಿಗೆ ಬಂದಿದೆ. ತನಿಖೆ ಮುಂದುವರಿದಿದ್ದು, ಈ ಬಗ್ಗೆ ಹೆಚ್ಚಿನ ವಿವರಗಳು ಲಭ್ಯವಾಗಿವೆ. ಸ್ಥಳೀಯ ಮಟ್ಟದಲ್ಲಿ ಪ್ರತಿಭಟನೆ ನಡೆದಿದ್ದು, ಪೊಲೀಸ್ ಇಲಾಖೆ ಕ್ರಮ ಕೈಗೊಂಡಿದೆ. ಇದರಿಂದ ಸಾರ್ವಜನಿಕರಲ್ಲಿ ಆತಂಕ ಮೂಡಿದೆ. ನಂತರ ಅಧಿಕಾರಿಗಳು ಸ್ಥಳಕ್ಕೆ ಭೇಟಿ ನೀಡಿ ಪರಿಶೀಲನೆ ನಡೆಸಿದರು. ಮುಂದಿನ ದಿನಗಳಲ್ಲಿ ಮತ್ತಷ್ಟು ಕಠಿಣ ಕ್ರಮ ಕೈಗೊಳ್ಳುವುದಾಗಿ ಅಧಿಕಾರಿಗಳು ತಿಳಿಸಿದ್ದಾರೆ. ಈ ಸಂಬಂಧ ಪ್ರಕರಣ ದಾಖಲಾಗಿದ್ದು, ತನಿಖೆ ಆರಂಭವಾಗಿದೆ. — [8, 130, 190, 209]
main-headline: ನಗರ ಸಂಕೀರ್ತನೆ ಸಂಪನ್ನ — [14, 447, 256, 483]
bottom-left-body-1: ದೇಶದ ಗಡಿ ಕಾಯುವ ಸೈನಿಕರನ್ನು ಪ್ರತಿಯೊಬ್ಬರೂ ಗೌರವಿಸಬೇಕು ಎಂದು ಗಣ್ಯರು ಹೇಳಿದರು. ರಾಷ್ಟ್ರೀಯ ಸೇನಾ ದಿನಾಚರಣೆ ಅಂಗವಾಗಿ ನಡೆದ ಕಾರ್ಯಕ್ರಮದಲ್ಲಿ ಅವರು ಮಾತನಾಡಿದರು. ಸೈನಿಕರ ತ್ಯಾಗ ಬಲಿದಾನ ಸ್ಮರಣೀಯ ಎಂದರು. — [8, 1147, 148, 1185]
page-number: ೦೩ — [896, 20, 927, 43]
dot-red-icon — [445, 1306, 453, 1314]
photo-temple-puja — [669, 90, 926, 262]
